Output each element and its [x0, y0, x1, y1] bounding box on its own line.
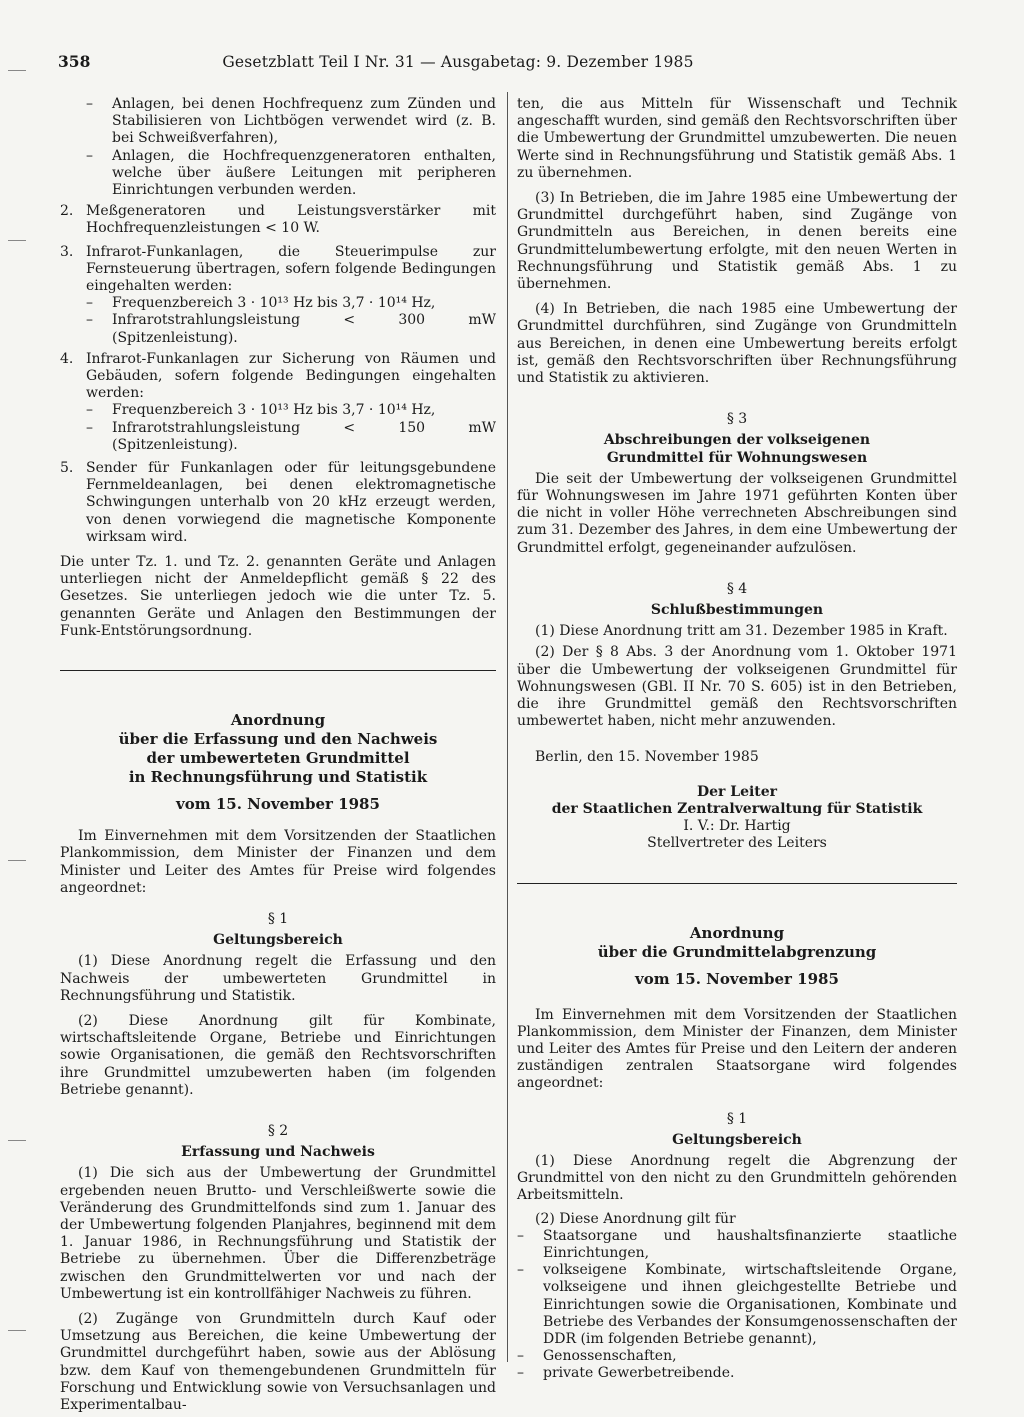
section-title: Erfassung und Nachweis [181, 1144, 375, 1161]
list-item: – Infrarotstrahlungsleistung < 300 mW (Spitzenleistung). [86, 312, 496, 346]
numbered-item-3: 3. Infrarot-Funkanlagen, die Steuerimpulse zur Fernsteuerung übertragen, sofern folgende Bedingungen eingehalten werden: [60, 243, 496, 295]
paragraph: (4) In Betrieben, die nach 1985 eine Umbewertung der Grundmittel durchführen, sind Zugänge von Grundmitteln aus Bereichen, in denen eine Umbewertung bereits erfolgt ist, gemäß den Rechtsvorschriften über Rechnungsführung und Statistik zu aktivieren. [517, 301, 957, 387]
section-title: Schlußbestimmungen [650, 602, 824, 619]
numbered-item-4: 4. Infrarot-Funkanlagen zur Sicherung von Räumen und Gebäuden, sofern folgende Bedingungen eingehalten werden: [60, 350, 496, 402]
numbered-item-2: 2. Meßgeneratoren und Leistungsverstärker mit Hochfrequenzleistungen < 10 W. [60, 203, 496, 237]
ordinance-date: vom 15. November 1985 [176, 795, 380, 814]
paragraph: (1) Die sich aus der Umbewertung der Grundmittel ergebenden neuen Brutto- und Verschleißwerte sowie die Veränderung des Grundmittelfonds sind zum 1. Januar des der Umbewertung folgenden Planjahres, beginnend mit dem 1. Januar 1986, in Rechnungsführung und Statistik der Betriebe zu übernehmen. Über die Differenzbeträge zwischen den Grundmittelwerten vor und nach der Umbewertung ist ein kontrollfähiger Nachweis zu führen. [60, 1165, 496, 1302]
paragraph: ten, die aus Mitteln für Wissenschaft und Technik angeschafft wurden, sind gemäß den Rechtsvorschriften über die Umbewertung der Grundmittel umzubewerten. Die neuen Werte sind in Rechnungsführung und Statistik gemäß Abs. 1 zu übernehmen. [517, 96, 957, 181]
section-number: § 1 [726, 1110, 748, 1127]
numbered-item-5: 5. Sender für Funkanlagen oder für leitungsgebundene Fernmeldeanlagen, bei denen elektromagnetische Schwingungen unterhalb von 20 kHz erzeugt werden, von denen vorwiegend die magnetische Komponente wirksam wird. [60, 460, 496, 545]
ordinance-title: Anordnung über die Grundmittelabgrenzung [597, 923, 877, 961]
intro-paragraph: Im Einvernehmen mit dem Vorsitzenden der Staatlichen Plankommission, dem Minister der Finanzen, dem Minister und Leiter des Amtes für Preise und den Leitern der anderen zuständigen zentralen Staatsorgane wird folgendes angeordnet: [517, 1006, 957, 1092]
ordinance-date: vom 15. November 1985 [635, 969, 839, 988]
closing-paragraph: Die unter Tz. 1. und Tz. 2. genannten Geräte und Anlagen unterliegen nicht der Anmeldepflicht gemäß § 22 des Gesetzes. Sie unterliegen jedoch wie die unter Tz. 5. genannten Geräte und Anlagen den Bestimmungen der Funk-Entstörungsordnung. [60, 554, 496, 639]
paragraph: (2) Zugänge von Grundmitteln durch Kauf oder Umsetzung aus Bereichen, die keine Umbewertung der Grundmittel durchgeführt haben, sowie aus der Ablösung bzw. dem Kauf von themengebundenen Grundmitteln für Forschung und Entwicklung sowie von Versuchsanlagen und Experimentalbau- [60, 1310, 496, 1413]
list-item: – Genossenschaften, [517, 1348, 677, 1365]
section-number: § 1 [267, 910, 289, 927]
section-number: § 3 [726, 411, 748, 428]
left-column [60, 96, 496, 1414]
section-number: § 4 [726, 580, 748, 597]
list-item: – Frequenzbereich 3 · 10¹³ Hz bis 3,7 · 10¹⁴ Hz, [86, 295, 436, 312]
list-item: – Infrarotstrahlungsleistung < 150 mW (Spitzenleistung). [86, 419, 496, 453]
list-item: – Anlagen, bei denen Hochfrequenz zum Zünden und Stabilisieren von Lichtbögen verwendet wird (z. B. bei Schweißverfahren), [86, 96, 496, 147]
paragraph: (1) Diese Anordnung regelt die Abgrenzung der Grundmittel von den nicht zu den Grundmitteln gehörenden Arbeitsmitteln. [517, 1152, 957, 1204]
column-divider [507, 92, 508, 1362]
paragraph: (1) Diese Anordnung tritt am 31. Dezember 1985 in Kraft. [535, 623, 948, 640]
paragraph: (2) Der § 8 Abs. 3 der Anordnung vom 1. Oktober 1971 über die Umbewertung der volkseigenen Grundmittel für Wohnungswesen (GBl. II Nr. 70 S. 605) ist in den Betrieben, die ihre Grundmittel gemäß den Rechtsvorschriften umbewertet haben, nicht mehr anzuwenden. [517, 644, 957, 730]
list-item: – Anlagen, die Hochfrequenzgeneratoren enthalten, welche über äußere Leitungen mit peripheren Einrichtungen verbunden werden. [86, 147, 496, 199]
list-item: – volkseigene Kombinate, wirtschaftsleitende Organe, volkseigene und ihnen gleichgestellte Betriebe und Einrichtungen sowie die Organisationen, Kombinate und Betriebe des Verbandes der Konsumgenossenschaften der DDR (im folgenden Betriebe genannt), [517, 1262, 957, 1347]
section-number: § 2 [267, 1122, 289, 1139]
page-header [58, 52, 958, 80]
right-column [517, 96, 957, 1383]
list-item: – private Gewerbetreibende. [517, 1365, 735, 1382]
paragraph: Die seit der Umbewertung der volkseigenen Grundmittel für Wohnungswesen im Jahre 1971 geführten Konten über die nicht in voller Höhe verrechneten Abschreibungen sind zum 31. Dezember des Jahres, in dem eine Umbewertung der Grundmittel erfolgt, gegeneinander aufzulösen. [517, 470, 957, 556]
ordinance-title: Anordnung über die Erfassung und den Nachweis der umbewerteten Grundmittel in Rechnungsführung und Statistik [118, 711, 438, 787]
paragraph: (2) Diese Anordnung gilt für [535, 1210, 736, 1227]
signature-block: Der Leiter der Staatlichen Zentralverwaltung für Statistik I. V.: Dr. Hartig Stellvertreter des Leiters [551, 783, 923, 852]
list-item: – Frequenzbereich 3 · 10¹³ Hz bis 3,7 · 10¹⁴ Hz, [86, 402, 436, 419]
section-title: Geltungsbereich [213, 932, 343, 949]
page-number: 358 [58, 52, 91, 71]
place-date: Berlin, den 15. November 1985 [535, 748, 759, 765]
section-title: Geltungsbereich [672, 1131, 802, 1148]
section-title: Abschreibungen der volkseigenen Grundmittel für Wohnungswesen [603, 432, 871, 466]
intro-paragraph: Im Einvernehmen mit dem Vorsitzenden der Staatlichen Plankommission, dem Minister der Finanzen und dem Minister und Leiter des Amtes für Preise wird folgendes angeordnet: [60, 828, 496, 896]
paragraph: (2) Diese Anordnung gilt für Kombinate, wirtschaftsleitende Organe, Betriebe und Einrichtungen sowie Organisationen, die gemäß den Rechtsvorschriften ihre Grundmittel umzubewerten haben (im folgenden Betriebe genannt). [60, 1012, 496, 1098]
paragraph: (3) In Betrieben, die im Jahre 1985 eine Umbewertung der Grundmittel durchgeführt haben, sind Zugänge von Grundmitteln aus Bereichen, in denen bereits eine Grundmittelumbewertung erfolgte, mit den neuen Werten in Rechnungsführung und Statistik gemäß Abs. 1 zu übernehmen. [517, 190, 957, 293]
header-title: Gesetzblatt Teil I Nr. 31 — Ausgabetag: 9. Dezember 1985 [222, 53, 694, 71]
paragraph: (1) Diese Anordnung regelt die Erfassung und den Nachweis der umbewerteten Grundmittel in Rechnungsführung und Statistik. [60, 953, 496, 1004]
list-item: – Staatsorgane und haushaltsfinanzierte staatliche Einrichtungen, [517, 1227, 957, 1261]
